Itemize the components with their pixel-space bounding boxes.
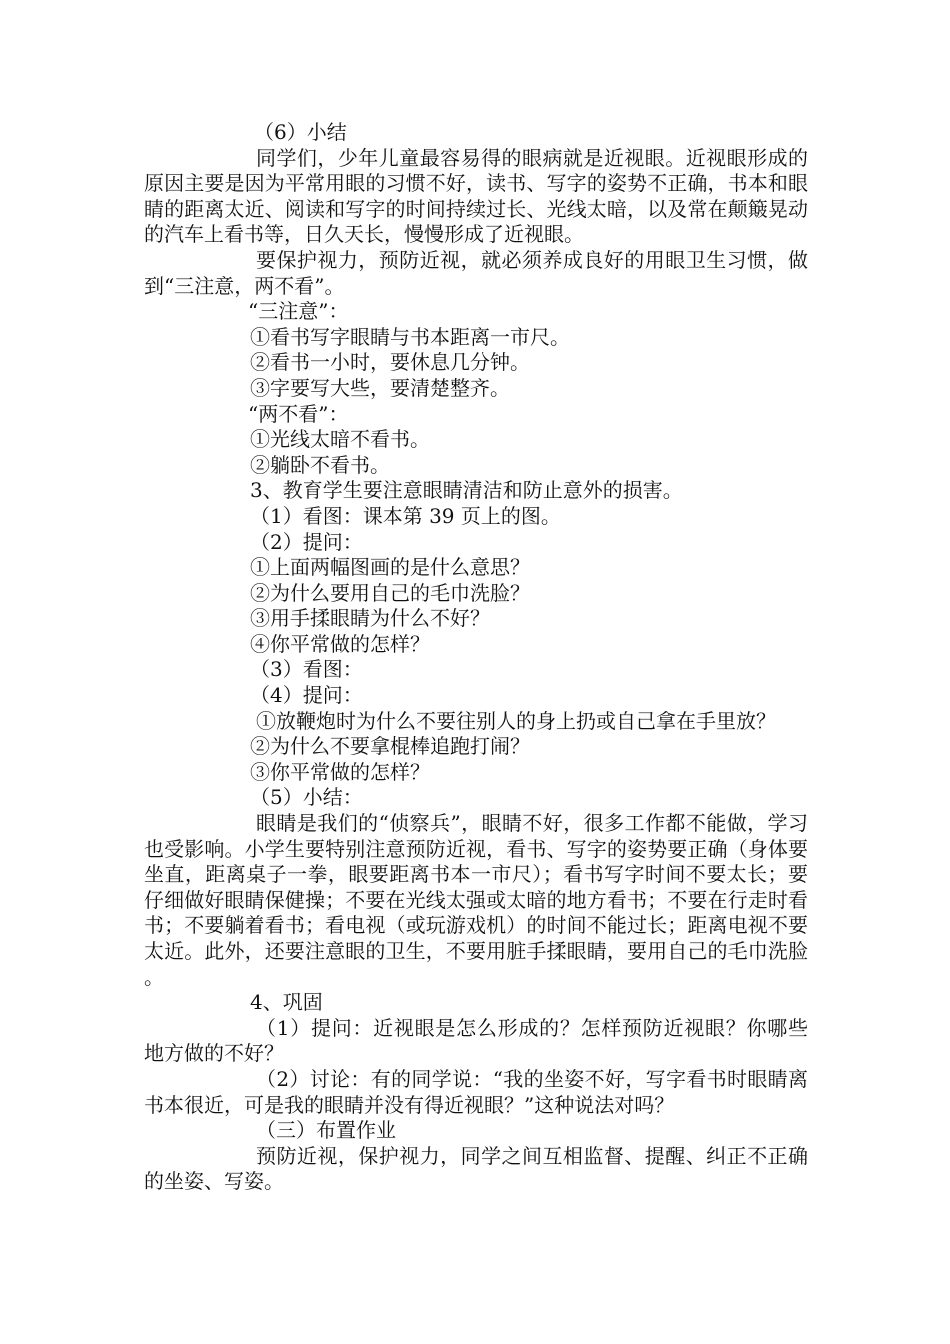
list-item-dont-read-1: ①光线太暗不看书。 bbox=[250, 427, 430, 452]
paragraph-protect-vision: 要保护视力，预防近视，就必须养成良好的用眼卫生习惯，做到“三注意，两不看”。 bbox=[144, 247, 808, 298]
question-item-1: ①上面两幅图画的是什么意思？ bbox=[250, 555, 530, 580]
heading-two-dont-read: “两不看”： bbox=[248, 401, 349, 426]
question-item-3: ③用手揉眼睛为什么不好？ bbox=[250, 606, 490, 631]
step-look-picture-1: （1）看图：课本第 39 页上的图。 bbox=[250, 503, 561, 528]
question-item-sticks: ②为什么不要拿棍棒追跑打闹？ bbox=[250, 734, 530, 759]
step-summary-5: （5）小结： bbox=[250, 785, 363, 810]
paragraph-consolidate-question: （1）提问：近视眼是怎么形成的？怎样预防近视眼？你哪些地方做的不好？ bbox=[144, 1015, 808, 1066]
step-question-2: （2）提问： bbox=[250, 529, 363, 554]
paragraph-homework: 预防近视，保护视力，同学之间互相监督、提醒、纠正不正确的坐姿、写姿。 bbox=[144, 1143, 808, 1194]
section-heading-summary-6: （6）小结 bbox=[254, 120, 347, 144]
heading-three-attentions: “三注意”： bbox=[248, 299, 349, 324]
question-item-4: ④你平常做的怎样？ bbox=[250, 631, 430, 656]
list-item-attention-2: ②看书一小时，要休息几分钟。 bbox=[250, 350, 530, 375]
section-heading-3: 3、教育学生要注意眼睛清洁和防止意外的损害。 bbox=[250, 478, 683, 503]
question-item-firecracker: ①放鞭炮时为什么不要往别人的身上扔或自己拿在手里放？ bbox=[256, 708, 776, 733]
list-item-dont-read-2: ②躺卧不看书。 bbox=[250, 452, 390, 477]
question-item-how-do-you: ③你平常做的怎样？ bbox=[250, 759, 430, 784]
paragraph-consolidate-discussion: （2）讨论：有的同学说：“我的坐姿不好，写字看书时眼睛离书本很近，可是我的眼睛并没有得近视眼？”这种说法对吗？ bbox=[144, 1066, 808, 1117]
paragraph-eyes-scouts: 眼睛是我们的“侦察兵”，眼睛不好，很多工作都不能做，学习也受影响。小学生要特别注意预防近视，看书、写字的姿势要正确（身体要坐直，距离桌子一拳，眼要距离书本一市尺）；看书写字时间不要太长；要仔细做好眼睛保健操；不要在光线太强或太暗的地方看书；不要在行走时看书；不要躺着看书；看电视（或玩游戏机）的时间不能过长；距离电视不要太近。此外，还要注意眼的卫生，不要用脏手揉眼睛，要用自己的毛巾洗脸。 bbox=[144, 811, 808, 989]
section-heading-homework: （三）布置作业 bbox=[256, 1118, 396, 1143]
paragraph-myopia-causes: 同学们，少年儿童最容易得的眼病就是近视眼。近视眼形成的原因主要是因为平常用眼的习惯不好，读书、写字的姿势不正确，书本和眼睛的距离太近、阅读和写字的时间持续过长、光线太暗，以及常在颠簸晃动的汽车上看书等，日久天长，慢慢形成了近视眼。 bbox=[144, 145, 808, 247]
section-heading-4: 4、巩固 bbox=[250, 990, 323, 1015]
question-item-2: ②为什么要用自己的毛巾洗脸？ bbox=[250, 580, 530, 605]
document-page bbox=[144, 120, 808, 1195]
step-question-4: （4）提问： bbox=[250, 683, 363, 708]
list-item-attention-1: ①看书写字眼睛与书本距离一市尺。 bbox=[250, 324, 570, 349]
list-item-attention-3: ③字要写大些，要清楚整齐。 bbox=[250, 375, 510, 400]
step-look-picture-3: （3）看图： bbox=[250, 657, 363, 682]
